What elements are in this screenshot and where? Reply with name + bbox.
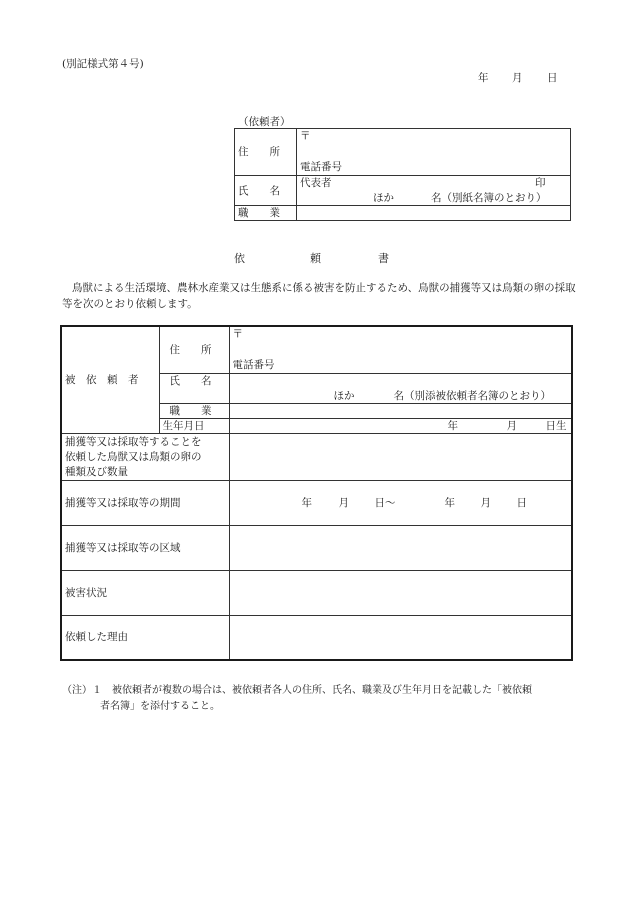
requester-address-cell[interactable] [297,129,571,176]
main-name-cell[interactable] [229,373,572,403]
damage-cell[interactable] [229,570,572,615]
species-label-line-1: 捕獲等又は採取等することを [65,435,202,448]
main-birth-cell[interactable] [229,418,572,433]
period-cell[interactable] [229,480,572,525]
requester-postal-mark: 〒 [300,130,311,142]
party-label: 被 依 頼 者 [61,326,159,433]
requester-seal: 印 [535,177,546,189]
note-text-line-2: 者名簿」を添付すること。 [100,701,220,712]
title-char-2: 頼 [310,252,321,265]
main-table [60,325,573,661]
requester-address-label: 住 所 [235,129,297,176]
date-month: 月 [512,72,523,84]
main-address-label: 住 所 [159,326,229,373]
main-address-cell[interactable] [229,326,572,373]
main-occupation-label: 職 業 [159,403,229,418]
main-birth-label: 生年月日 [159,418,229,433]
note-prefix: （注）１ [62,685,102,696]
species-label-line-2: 依頼した鳥獣又は鳥類の卵の [65,450,202,463]
main-birth-year: 年 [447,419,458,432]
requester-name-label: 氏 名 [235,176,297,206]
species-label-line-3: 種類及び数量 [65,465,128,478]
reason-cell[interactable] [229,615,572,660]
main-birth-month: 月 [506,419,517,432]
requester-representative: 代表者 [300,177,332,189]
requester-name-cell[interactable] [297,176,571,206]
main-phone-label: 電話番号 [232,359,275,371]
requester-caption: （依頼者） [238,116,291,128]
period-start-year: 年 [301,496,312,509]
date-day: 日 [547,72,558,84]
period-start-month: 月 [338,496,349,509]
species-label [61,433,229,480]
requester-table [234,128,571,221]
main-others: ほか [333,389,355,402]
area-label: 捕獲等又は採取等の区域 [61,525,229,570]
period-end-day: 日 [516,496,527,509]
reason-label: 依頼した理由 [61,615,229,660]
requester-occupation-label: 職 業 [235,206,297,221]
requester-others: ほか [373,192,394,204]
main-occupation-cell[interactable] [229,403,572,418]
intro-paragraph: 鳥獣による生活環境、農林水産業又は生態系に係る被害を防止するため、鳥獣の捕獲等又は鳥類の卵の採取等を次のとおり依頼します。 [62,282,576,310]
period-label: 捕獲等又は採取等の期間 [61,480,229,525]
title-char-1: 依 [234,252,245,265]
area-cell[interactable] [229,525,572,570]
period-start-day: 日～ [374,496,396,509]
main-name-label: 氏 名 [159,373,229,403]
title-char-3: 書 [378,252,389,265]
main-postal-mark: 〒 [232,328,243,340]
requester-others-count: 名（別紙名簿のとおり） [431,192,547,204]
date-year: 年 [478,72,489,84]
main-others-count: 名（別添被依頼者名簿のとおり） [393,389,551,402]
main-birth-day: 日生 [545,419,567,432]
period-end-year: 年 [444,496,455,509]
form-number: (別記様式第４号) [62,58,144,70]
species-cell[interactable] [229,433,572,480]
damage-label: 被害状況 [61,570,229,615]
period-end-month: 月 [480,496,491,509]
requester-occupation-cell[interactable] [297,206,571,221]
note-text-line-1: 被依頼者が複数の場合は、被依頼者各人の住所、氏名、職業及び生年月日を記載した「被依頼 [112,685,532,696]
requester-phone-label: 電話番号 [300,161,342,173]
